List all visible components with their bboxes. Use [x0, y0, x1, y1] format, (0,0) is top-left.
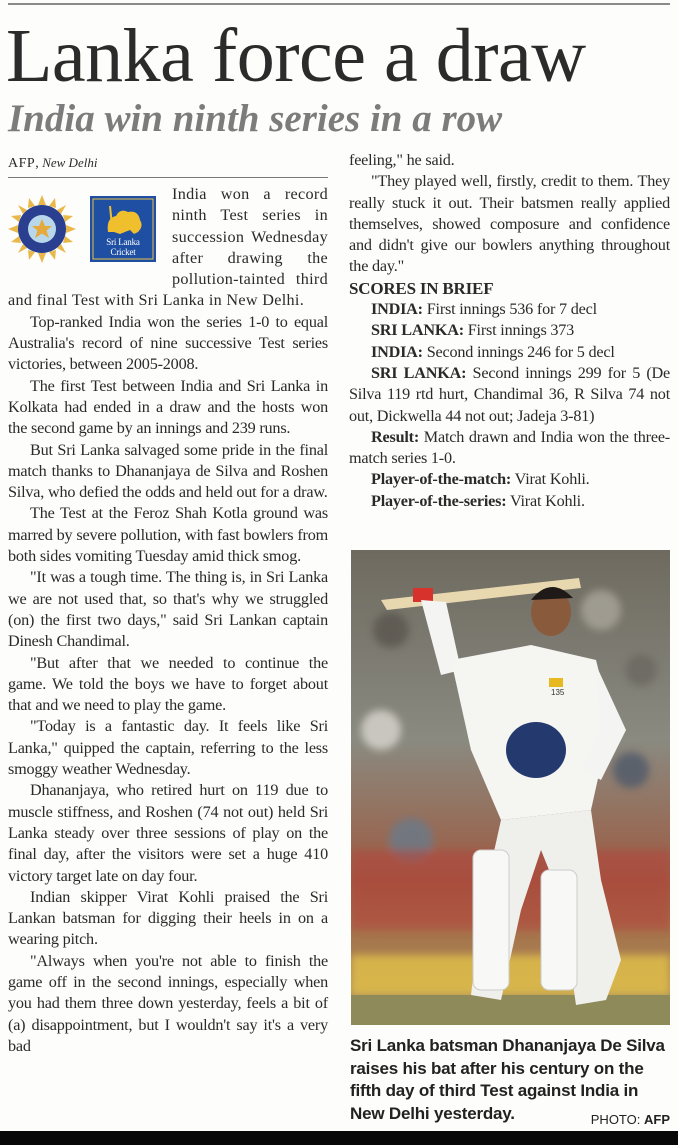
article-paragraph: "It was a tough time. The thing is, in Sri Lanka we are not used that, so that's why we struggled (on) the first two days," said Sri Lankan captain Dinesh Chandimal.	[8, 568, 328, 651]
article-paragraph: "Today is a fantastic day. It feels like Sri Lanka," quipped the captain, referring to the less smoggy weather Wednesday.	[8, 717, 328, 779]
score-text: First innings 373	[463, 321, 575, 340]
article-paragraph: feeling," he said.	[349, 151, 455, 169]
score-text: Virat Kohli.	[511, 470, 590, 489]
photo-credit	[591, 1112, 670, 1127]
news-photo	[351, 550, 670, 1025]
photo-credit-label: PHOTO:	[590, 1112, 641, 1127]
jersey-number: 135	[551, 688, 565, 697]
score-line	[349, 320, 670, 341]
score-text: First innings 536 for 7 decl	[422, 300, 597, 319]
score-line	[349, 427, 670, 470]
score-label: Player-of-the-match:	[371, 470, 512, 489]
byline-agency: AFP	[8, 156, 36, 171]
score-text: Virat Kohli.	[506, 491, 585, 510]
byline-rule	[8, 177, 328, 178]
score-label: Player-of-the-series:	[371, 491, 507, 510]
score-label: Result:	[371, 427, 420, 446]
article-paragraph: But Sri Lanka salvaged some pride in the final match thanks to Dhananjaya de Silva and Roshen Silva, who defied the odds and held out for a draw.	[8, 440, 328, 502]
photo-caption: Sri Lanka batsman Dhananjaya De Silva raises his bat after his century on the fifth day of third Test against India in New Delhi yesterday.	[350, 1036, 665, 1123]
article-paragraph: India won a record ninth Test series in succession Wednesday after drawing the pollution-tainted third and final Test with Sri Lanka in New Delhi.	[8, 185, 328, 310]
article-left-column	[8, 184, 328, 1057]
score-line	[349, 299, 670, 320]
article-paragraph: "Always when you're not able to finish the game off in the second innings, especially when you had them three down yesterday, feels a bit of (a) disappointment, but I wouldn't say it's a very bad	[8, 951, 328, 1055]
article-paragraph: Indian skipper Virat Kohli praised the Sri Lankan batsman for digging their heels in on a wearing pitch.	[8, 887, 328, 949]
article-paragraph: "They played well, firstly, credit to them. They really stuck it out. Their batsmen really applied themselves, showed composure and confidence and didn't give our bowlers anything throughout the day."	[349, 172, 670, 276]
score-text: Second innings 299 for 5 (De Silva 119 rtd hurt, Chandimal 36, R Silva 74 not out, Dickwella 44 not out; Jadeja 3-81)	[349, 363, 671, 425]
article-right-column	[349, 150, 670, 512]
logo-text-sri-lanka: Sri Lanka	[106, 237, 140, 247]
bottom-bar	[0, 1131, 678, 1145]
score-line	[349, 469, 670, 490]
bcci-logo	[8, 195, 76, 263]
article-paragraph: The first Test between India and Sri Lanka in Kolkata had ended in a draw and the hosts won the second game by an innings and 239 runs.	[8, 376, 328, 438]
team-logos	[8, 189, 168, 269]
score-line	[349, 363, 670, 427]
top-rule	[8, 3, 670, 5]
score-label: SRI LANKA:	[371, 363, 467, 382]
subheadline: India win ninth series in a row	[8, 97, 503, 140]
article-paragraph: Dhananjaya, who retired hurt on 119 due to muscle stiffness, and Roshen (74 not out) held Sri Lanka steady over three sessions of play on the final day, after the visitors were set a huge 410 victory target late on day four.	[8, 781, 328, 885]
photo-credit-source: AFP	[644, 1112, 670, 1127]
score-label: INDIA:	[371, 342, 423, 361]
article-paragraph: "But after that we needed to continue the game. We told the boys we have to forget about that and we need to play the game.	[8, 653, 328, 715]
scores-heading: SCORES IN BRIEF	[349, 278, 494, 298]
score-line	[349, 342, 670, 363]
sri-lanka-cricket-logo	[90, 196, 156, 262]
byline: AFP, New Delhi	[8, 155, 98, 171]
score-text: Second innings 246 for 5 decl	[422, 342, 615, 361]
article-paragraph: The Test at the Feroz Shah Kotla ground was marred by severe pollution, with fast bowlers from both sides vomiting Tuesday amid thick smog.	[8, 504, 328, 566]
score-text: Match drawn and India won the three-match series 1-0.	[349, 427, 670, 468]
article-paragraph: Top-ranked India won the series 1-0 to equal Australia's record of nine successive Test series victories, between 2005-2008.	[8, 312, 328, 374]
score-label: SRI LANKA:	[371, 321, 464, 340]
byline-place: New Delhi	[42, 155, 98, 170]
score-line	[349, 491, 670, 512]
headline: Lanka force a draw	[6, 14, 586, 98]
batsman-photo-illustration	[351, 550, 670, 1025]
score-label: INDIA:	[371, 300, 423, 319]
logo-text-cricket: Cricket	[110, 247, 136, 257]
